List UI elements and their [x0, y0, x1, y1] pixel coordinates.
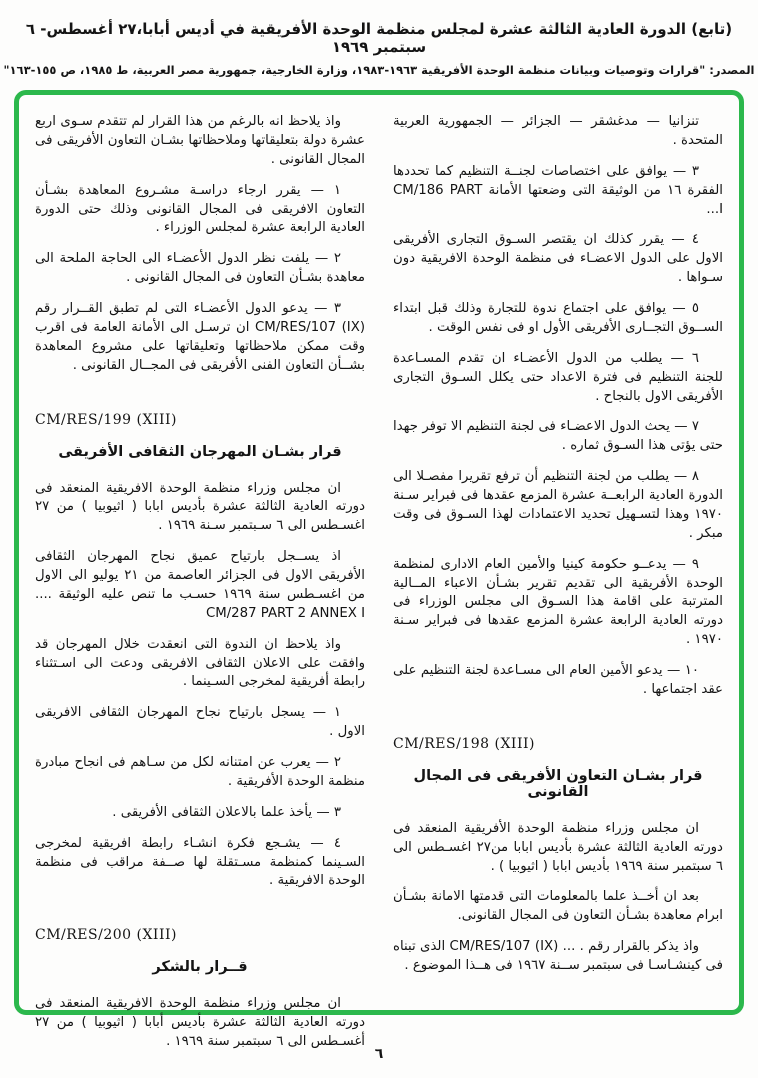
- paragraph: ١ — يسجل بارتياح نجاح المهرجان الثقافى الافريقى الاول .: [35, 705, 365, 740]
- paragraph: واذ يلاحظ ان الندوة التى انعقدت خلال المهرجان قد وافقت على الاعلان الثقافى الافريقى ودعت الى اسـتثناء رابطة أفريقية لمخرجى السـينما .: [35, 636, 365, 690]
- paragraph: واذ يلاحظ انه بالرغم من هذا القرار لم تتقدم سـوى اربع عشرة دولة بتعليقاتها وملاحظاتها بشـان التعاون الأفريقى فى المجال القانونى .: [35, 114, 365, 167]
- paragraph: ٣ — يوافق على اختصاصات لجنــة التنظيم كما تحددها الفقرة ١٦ من الوثيقة التى وضعتها الأمانة CM/186 PART I...: [393, 163, 723, 217]
- source-citation: المصدر: "قرارات وتوصيات وبيانات منظمة الوحدة الأفريقية ١٩٦٣-١٩٨٣، وزارة الخارجية، جمهورية مصر العربية، ط ١٩٨٥، ص ١٥٥-١٦٣": [3, 63, 755, 77]
- resolution-heading: قرار بشـان المهرجان الثقافى الأفريقى: [58, 443, 342, 460]
- paragraph: ٢ — يلفت نظر الدول الأعضـاء الى الحاجة الملحة الى معاهدة بشـأن التعاون فى المجال القانونى .: [35, 251, 365, 286]
- green-frame: [14, 90, 744, 1049]
- paragraph: ان مجلس وزراء منظمة الوحدة الأفريقية المنعقد فى دورته العادية الثالثة عشرة بأديس ابابا من٢٧ اغسـطس الى ٦ سبتمبر سنة ١٩٦٩ بأديس ابابا ( اثيوبيا ) .: [393, 820, 723, 874]
- resolution-ref: CM/RES/199 (XIII): [35, 411, 177, 428]
- column-left: [35, 113, 366, 1049]
- paragraph: ٣ — يأخذ علما بالاعلان الثقافى الأفريقى .: [112, 804, 341, 820]
- resolution-ref: CM/RES/200 (XIII): [35, 927, 177, 944]
- resolution-heading: قــرار بالشكر: [152, 959, 248, 976]
- column-right: [393, 113, 723, 1000]
- page-number: ٦: [374, 1046, 384, 1062]
- resolution-ref: CM/RES/198 (XIII): [393, 735, 535, 752]
- paragraph: ١ — يقرر ارجاء دراسـة مشـروع المعاهدة بشـأن التعاون الافريقى فى المجال القانونى وذلك حتى الدورة العادية الرابعة عشرة لمجلس الوزراء .: [35, 182, 365, 236]
- paragraph: ٨ — يطلب من لجنة التنظيم أن ترفع تقريرا مفصـلا الى الدورة العادية الرابعــة عشرة المزمع عقدها فى فبراير سـنة ١٩٧٠ وهذا لتسـهيل تحديد الاعتمادات لهذا السـوق فى وقت مبكر .: [393, 469, 723, 541]
- paragraph: بعد ان أخــذ علما بالمعلومات التى قدمتها الامانة بشـأن ابرام معاهدة بشـأن التعاون فى المجال القانونى.: [393, 889, 723, 924]
- paragraph: ان مجلس وزراء منظمة الوحدة الافريقية المنعقد فى دورته العادية الثالثة عشرة بأديس أبابا ( اثيوبيا ) من ٢٧ أغسـطس الى ٦ سبتمبر سنة ١٩٦٩ .: [35, 996, 365, 1049]
- paragraph: واذ يذكر بالقرار رقم . ... CM/RES/107 (IX) الذى تبناه فى كينشـاسـا فى سبتمبر ســنة ١٩٦٧ فى هــذا الموضوع .: [393, 939, 723, 973]
- paragraph: ٤ — يقرر كذلك ان يقتصر السـوق التجارى الأفريقى الاول على الدول الاعضـاء فى منظمة الوحدة الافريقية دون سـواها .: [393, 232, 723, 286]
- paragraph: ان مجلس وزراء منظمة الوحدة الافريقية المنعقد فى دورته العادية الثالثة عشرة بأديس ابابا ( اثيوبيا ) من ٢٧ اغسـطس الى ٦ سـبتمبر سـنة ١٩٦٩ .: [35, 480, 365, 534]
- page-header: [0, 0, 758, 77]
- paragraph: ٦ — يطلب من الدول الأعضـاء ان تقدم المسـاعدة للجنة التنظيم فى فترة الاعداد حتى يكلل السـوق التجارى الأفريقى الاول بالنجاح .: [393, 350, 723, 404]
- session-title: (تابع) الدورة العادية الثالثة عشرة لمجلس منظمة الوحدة الأفريقية في أديس أبابا،٢٧ أغسطس- ٦ سبتمبر ١٩٦٩: [25, 20, 733, 56]
- paragraph: ٢ — يعرب عن امتنانه لكل من سـاهم فى انجاح مبادرة منظمة الوحدة الأفريقية .: [35, 755, 365, 789]
- paragraph: ٥ — يوافق على اجتماع ندوة للتجارة وذلك قبل ابتداء الســوق التجــارى الأفريقى الأول او فى نفس الوقت .: [393, 301, 723, 335]
- paragraph: ١٠ — يدعو الأمين العام الى مسـاعدة لجنة التنظيم على عقد اجتماعها .: [393, 663, 723, 697]
- paragraph: اذ يســجل بارتياح عميق نجاح المهرجان الثقافى الأفريقى الاول فى الجزائر العاصمة من ٢١ يوليو الى الاول من اغسـطس سنة ١٩٦٩ حسـب ما تنص عليه الوثيقة .... CM/287 PART 2 ANNEX I: [35, 549, 365, 621]
- page-footer: [0, 1046, 758, 1062]
- resolution-heading: قرار بشـان التعاون الأفريقى فى المجال القانونى: [413, 767, 703, 800]
- paragraph: ٧ — يحث الدول الاعضـاء فى لجنة التنظيم الا توفر جهدا حتى يؤتى هذا السـوق ثماره .: [393, 419, 723, 454]
- paragraph: ٩ — يدعــو حكومة كينيا والأمين العام الادارى لمنظمة الوحدة الأفريقية الى تقديم تقرير بشـأن الاعباء المــالية المترتبة على اقامة هذا السـوق الى مجلس الوزراء فى دورته العادية الرابعة عشرة المزمع عقدها فى فبراير سـنة ١٩٧٠ .: [393, 556, 723, 648]
- paragraph: ٣ — يدعو الدول الأعضـاء التى لم تطبق القــرار رقم CM/RES/107 (IX) ان ترسـل الى الأمانة العامة فى اقرب وقت ممكن ملاحظاتها وتعليقاتها على مشروع المعاهدة بشــأن التعاون الفنى الأفريقى فى المجــال القانونى .: [35, 301, 366, 373]
- paragraph: ٤ — يشـجع فكرة انشـاء رابطة افريقية لمخرجى السـينما كمنظمة مسـتقلة لها صــفة مراقب فى منظمة الوحدة الافريقية .: [35, 835, 365, 889]
- paragraph: تنزانيا — مدغشقر — الجزائر — الجمهورية العربية المتحدة .: [393, 114, 723, 148]
